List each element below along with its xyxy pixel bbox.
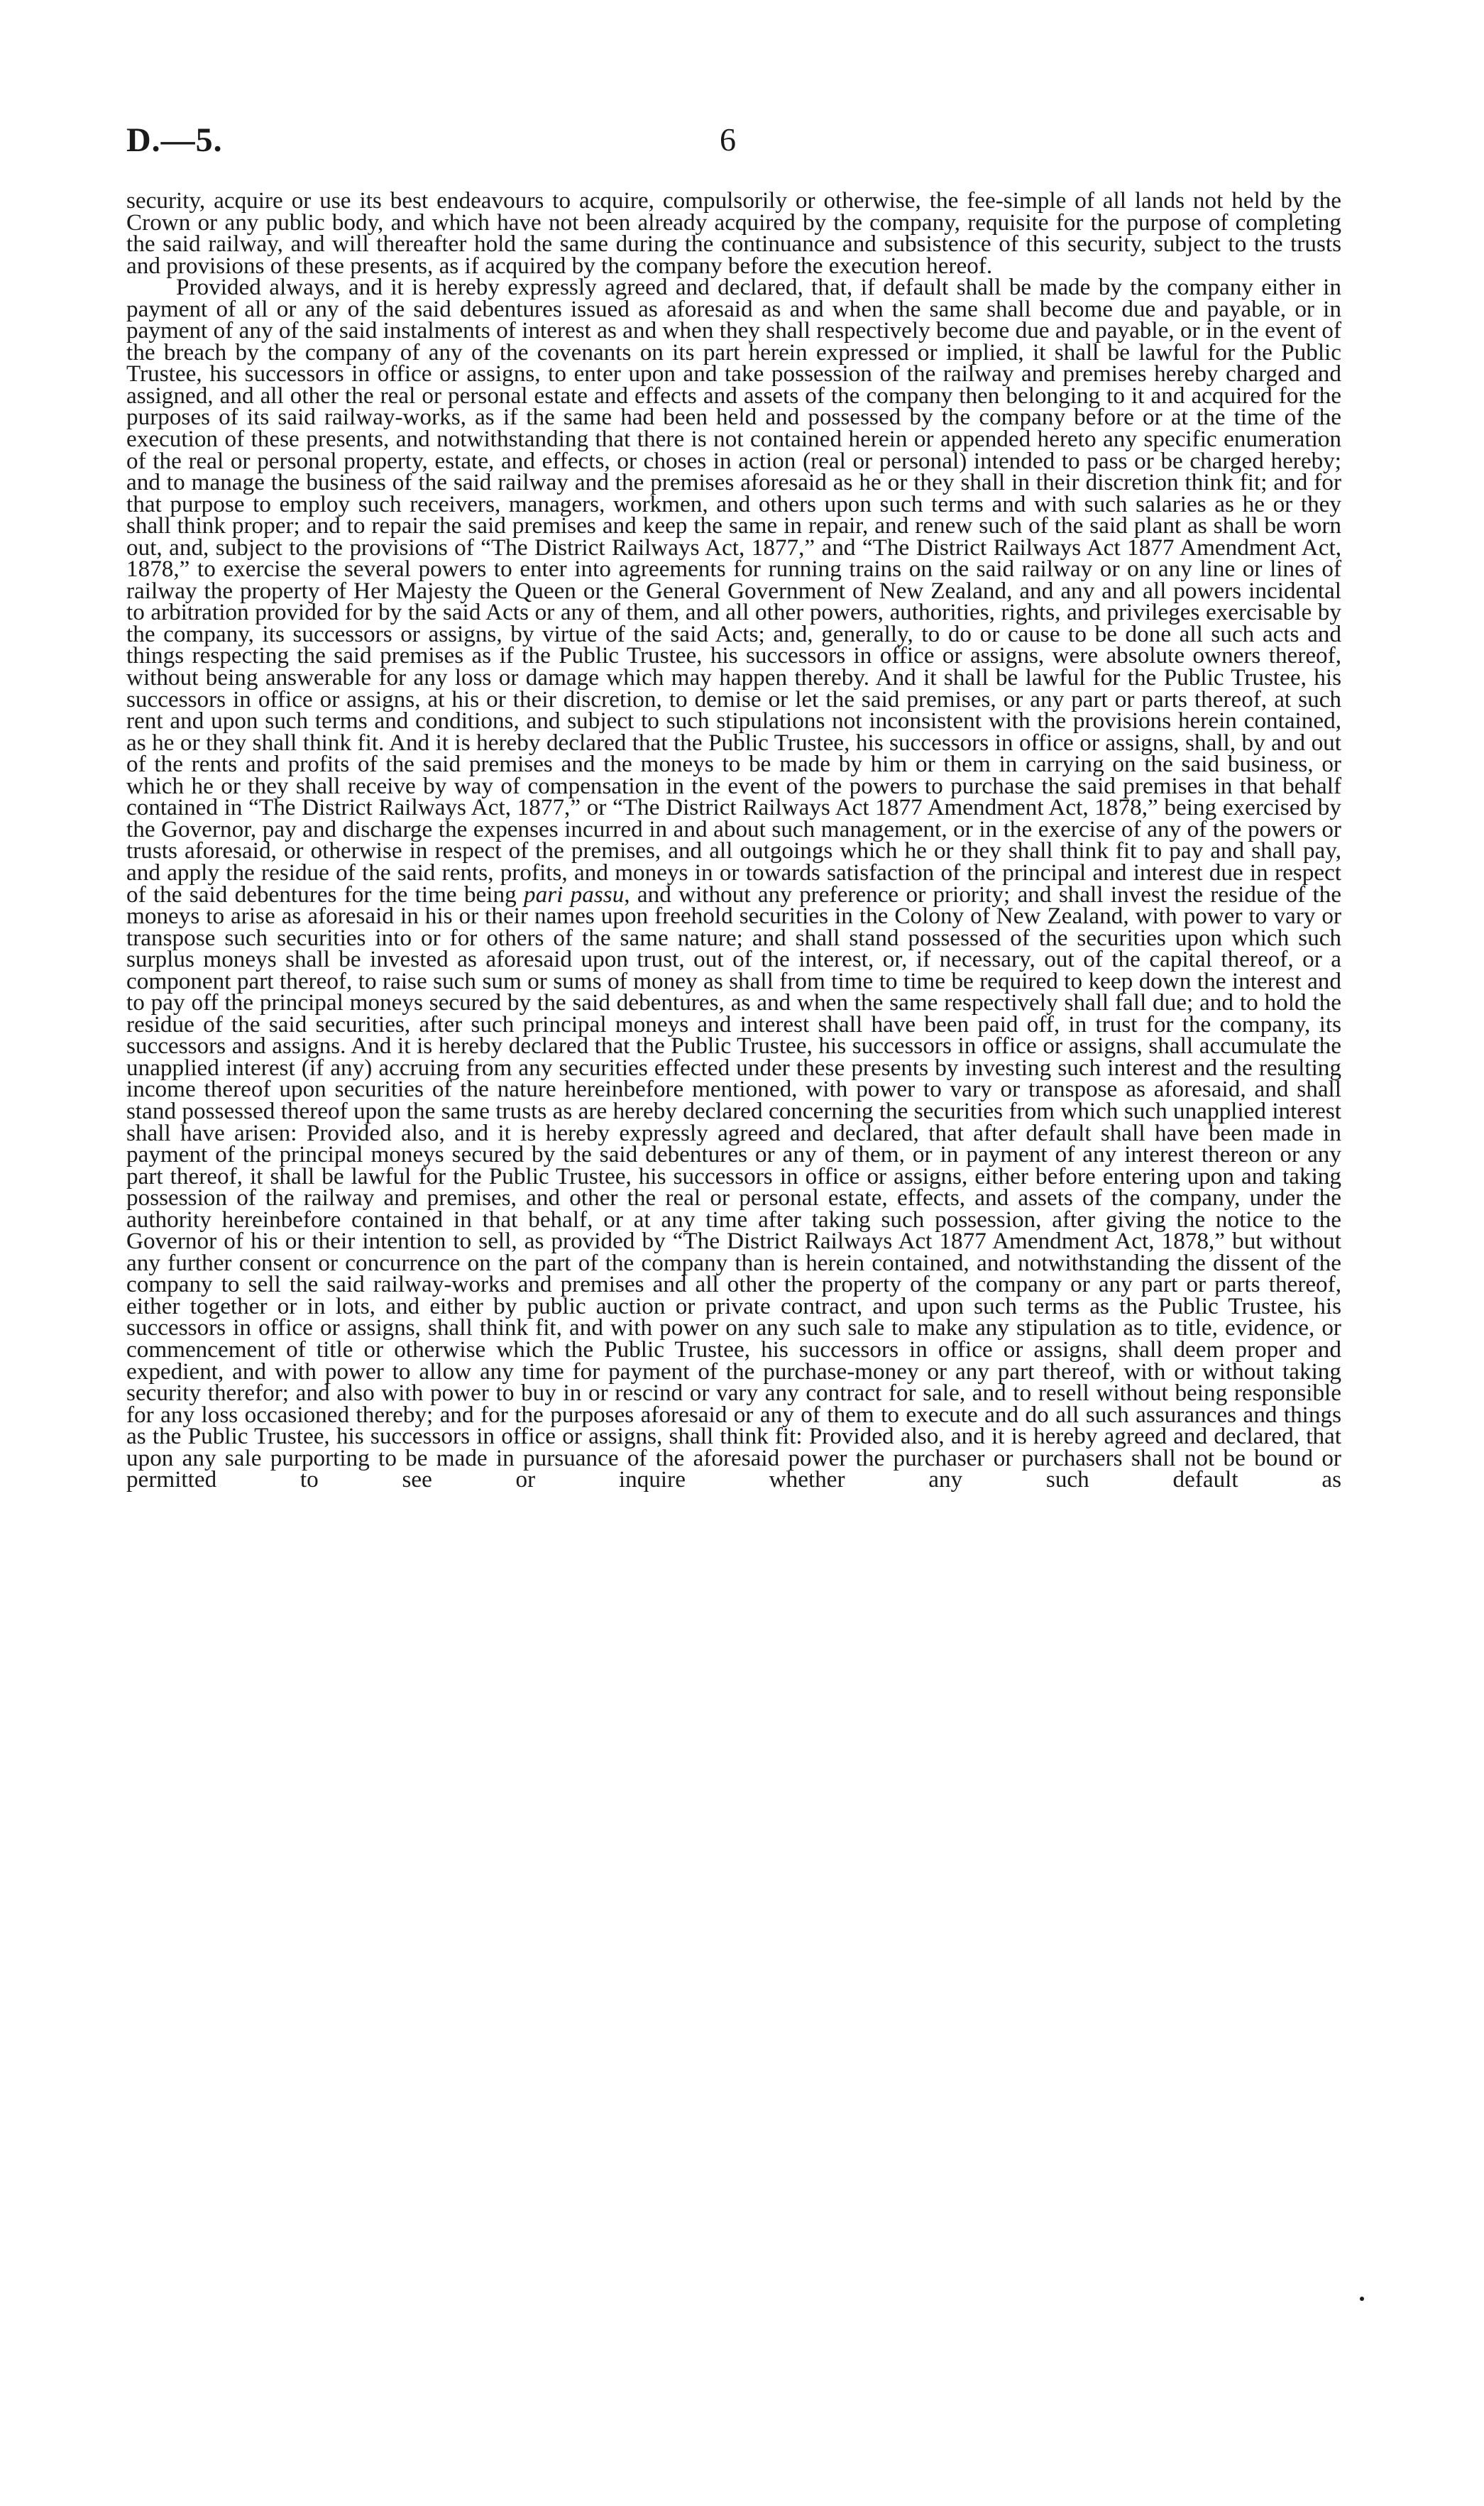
page-number: 6 — [720, 121, 736, 158]
pari-passu-italic: pari passu — [524, 881, 625, 908]
paragraph-2-part-a: Provided always, and it is hereby expressly agreed and declared, that, if default shall be made by the company either in payment of all or any of the said debentures issued as aforesaid as and when the same shall become due and payable, or in payment of any of the said instalments of interest as and when they shall respectively become due and payable, or in the event of the breach by the company of any of the covenants on its part herein expressed or implied, it shall be lawful for the Public Trustee, his successors in office or assigns, to enter upon and take possession of the railway and premises hereby charged and assigned, and all other the real or personal estate and effects and assets of the company then belonging to it and acquired for the purposes of its said railway-works, as if the same had been held and possessed by the company before or at the time of the execution of these presents, and notwithstanding that there is not contained herein or appended hereto any specific enumeration of the real or personal property, estate, and effects, or choses in action (real or personal) intended to pass or be charged hereby; and to manage the business of the said railway and the premises aforesaid as he or they shall in their discretion think fit; and for that purpose to employ such receivers, managers, workmen, and others upon such terms and with such salaries as he or they shall think proper; and to repair the said premises and keep the same in repair, and renew such of the said plant as shall be worn out, and, subject to the provisions of “The District Railways Act, 1877,” and “The District Railways Act 1877 Amendment Act, 1878,” to exercise the several powers to enter into agreements for running trains on the said railway or on any line or lines of railway the property of Her Majesty the Queen or the General Government of New Zealand, and any and all powers incidental to arbitration provided for by the said Acts or any of them, and all other powers, authorities, rights, and privileges exercisable by the company, its successors or assigns, by virtue of the said Acts; and, generally, to do or cause to be done all such acts and things respecting the said premises as if the Public Trustee, his successors in office or assigns, were absolute owners thereof, without being answerable for any loss or damage which may happen thereby. And it shall be lawful for the Public Trustee, his successors in office or assigns, at his or their discretion, to demise or let the said premises, or any part or parts thereof, at such rent and upon such terms and conditions, and subject to such stipulations not inconsistent with the provisions herein contained, as he or they shall think fit. And it is hereby declared that the Public Trustee, his successors in office or assigns, shall, by and out of the rents and profits of the said premises and the moneys to be made by him or them in carrying on the said business, or which he or they shall receive by way of compensation in the event of the powers to purchase the said premises in that behalf contained in “The District Railways Act, 1877,” or “The District Railways Act 1877 Amendment Act, 1878,” being exercised by the Governor, pay and discharge the expenses incurred in and about such management, or in the exercise of any of the powers or trusts aforesaid, or otherwise in respect of the premises, and all outgoings which he or they shall think fit to pay and shall pay, and apply the residue of the said rents, profits, and moneys in or towards satisfaction of the principal and interest due in respect of the said debentures for the time being — [126, 274, 1341, 908]
paragraph-2 — [126, 274, 1341, 1493]
margin-dot-mark — [1360, 2297, 1364, 2301]
document-reference: D.—5. — [126, 121, 223, 159]
body-text — [126, 187, 1341, 1493]
paragraph-1: security, acquire or use its best endeavours to acquire, compulsorily or otherwise, the fee-simple of all lands not held by the Crown or any public body, and which have not been already acquired by the company, requisite for the purpose of completing the said railway, and will thereafter hold the same during the continuance and subsistence of this security, subject to the trusts and provisions of these presents, as if acquired by the company before the execution hereof. — [126, 187, 1341, 279]
paragraph-2-part-b: , and without any preference or priority; and shall invest the residue of the moneys to arise as aforesaid in his or their names upon freehold securities in the Colony of New Zealand, with power to vary or transpose such securities into or for others of the same nature; and shall stand possessed of the securities upon which such surplus moneys shall be invested as aforesaid upon trust, out of the interest, or, if necessary, out of the capital thereof, or a component part thereof, to raise such sum or sums of money as shall from time to time be required to keep down the interest and to pay off the principal moneys secured by the said debentures, as and when the same respectively shall fall due; and to hold the residue of the said securities, after such principal moneys and interest shall have been paid off, in trust for the company, its successors and assigns. And it is hereby declared that the Public Trustee, his successors in office or assigns, shall accumulate the unapplied interest (if any) accruing from any securities effected under these presents by investing such interest and the resulting income thereof upon securities of the nature hereinbefore mentioned, with power to vary or transpose as aforesaid, and shall stand possessed thereof upon the same trusts as are hereby declared concerning the securities from which such unapplied interest shall have arisen: Provided also, and it is hereby expressly agreed and declared, that after default shall have been made in payment of the principal moneys secured by the said debentures or any of them, or in payment of any interest thereon or any part thereof, it shall be lawful for the Public Trustee, his successors in office or assigns, either before entering upon and taking possession of the railway and premises, and other the real or personal estate, effects, and assets of the company, under the authority hereinbefore contained in that behalf, or at any time after taking such possession, after giving the notice to the Governor of his or their intention to sell, as provided by “The District Railways Act 1877 Amendment Act, 1878,” but without any further consent or concurrence on the part of the company than is herein contained, and notwithstanding the dissent of the company to sell the said railway-works and premises and all other the property of the company or any part or parts thereof, either together or in lots, and either by public auction or private contract, and upon such terms as the Public Trustee, his successors in office or assigns, shall think fit, and with power on any such sale to make any stipulation as to title, evidence, or commencement of title or otherwise which the Public Trustee, his successors in office or assigns, shall deem proper and expedient, and with power to allow any time for payment of the purchase-money or any part thereof, with or without taking security therefor; and also with power to buy in or rescind or vary any contract for sale, and to resell without being responsible for any loss occasioned thereby; and for the purposes aforesaid or any of them to execute and do all such assurances and things as the Public Trustee, his successors in office or assigns, shall think fit: Provided also, and it is hereby agreed and declared, that upon any sale purporting to be made in pursuance of the aforesaid power the purchaser or purchasers shall not be bound or permitted to see or inquire whether any such default as — [126, 881, 1341, 1493]
page-header — [126, 121, 1341, 163]
